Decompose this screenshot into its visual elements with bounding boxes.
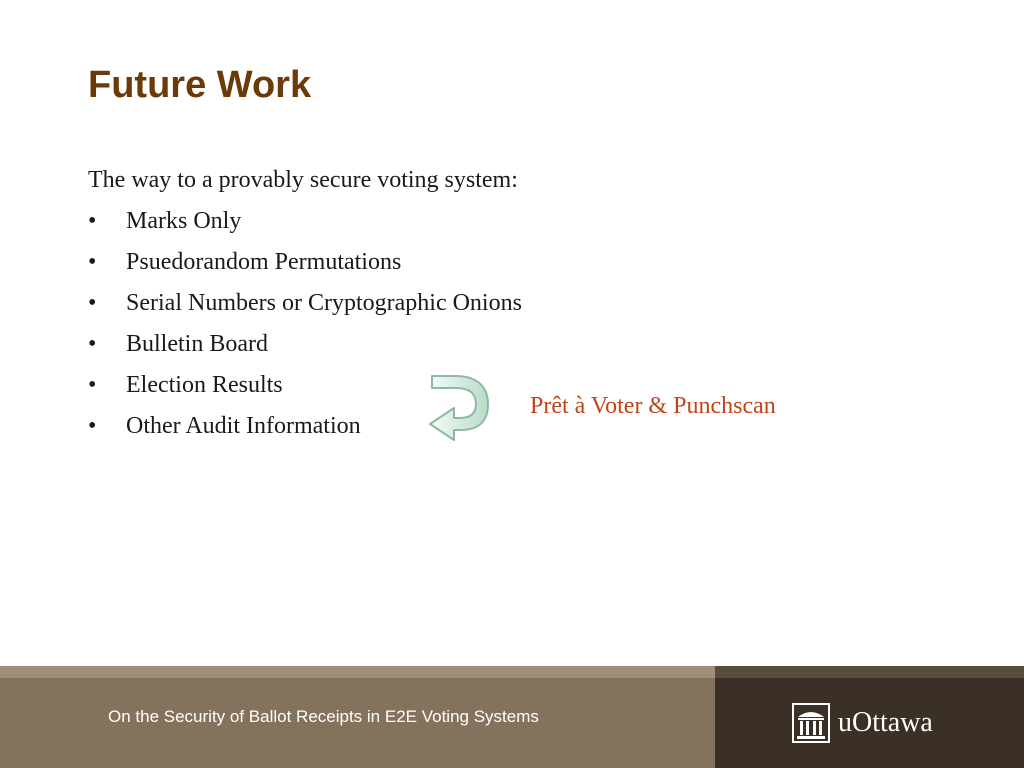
bullet-label: Serial Numbers or Cryptographic Onions (126, 290, 522, 316)
bullet-label: Election Results (126, 372, 283, 398)
uottawa-logo (792, 702, 933, 744)
bullet-label: Other Audit Information (126, 413, 361, 439)
prêt-a-voter-note: Prêt à Voter & Punchscan (530, 393, 776, 419)
curved-return-arrow-icon (426, 372, 494, 444)
footer-strip-left (0, 666, 715, 678)
bullet-label: Bulletin Board (126, 331, 268, 357)
university-building-icon (792, 703, 830, 743)
logo-text: uOttawa (838, 707, 933, 738)
bullet-dot: • (88, 413, 97, 439)
footer-caption: On the Security of Ballot Receipts in E2E Voting Systems (108, 707, 539, 726)
slide-title: Future Work (88, 64, 312, 106)
bullet-label: Marks Only (126, 208, 242, 234)
bullet-dot: • (88, 331, 97, 357)
bullet-dot: • (88, 372, 97, 398)
bullet-label: Psuedorandom Permutations (126, 249, 402, 275)
footer-strip-right (715, 666, 1024, 678)
bullet-dot: • (88, 290, 97, 316)
bullet-item (88, 283, 522, 324)
bullet-item (88, 324, 522, 365)
bullet-dot: • (88, 208, 97, 234)
intro-text: The way to a provably secure voting system: (88, 167, 518, 193)
bullet-dot: • (88, 249, 97, 275)
bullet-item (88, 201, 522, 242)
bullet-item (88, 242, 522, 283)
